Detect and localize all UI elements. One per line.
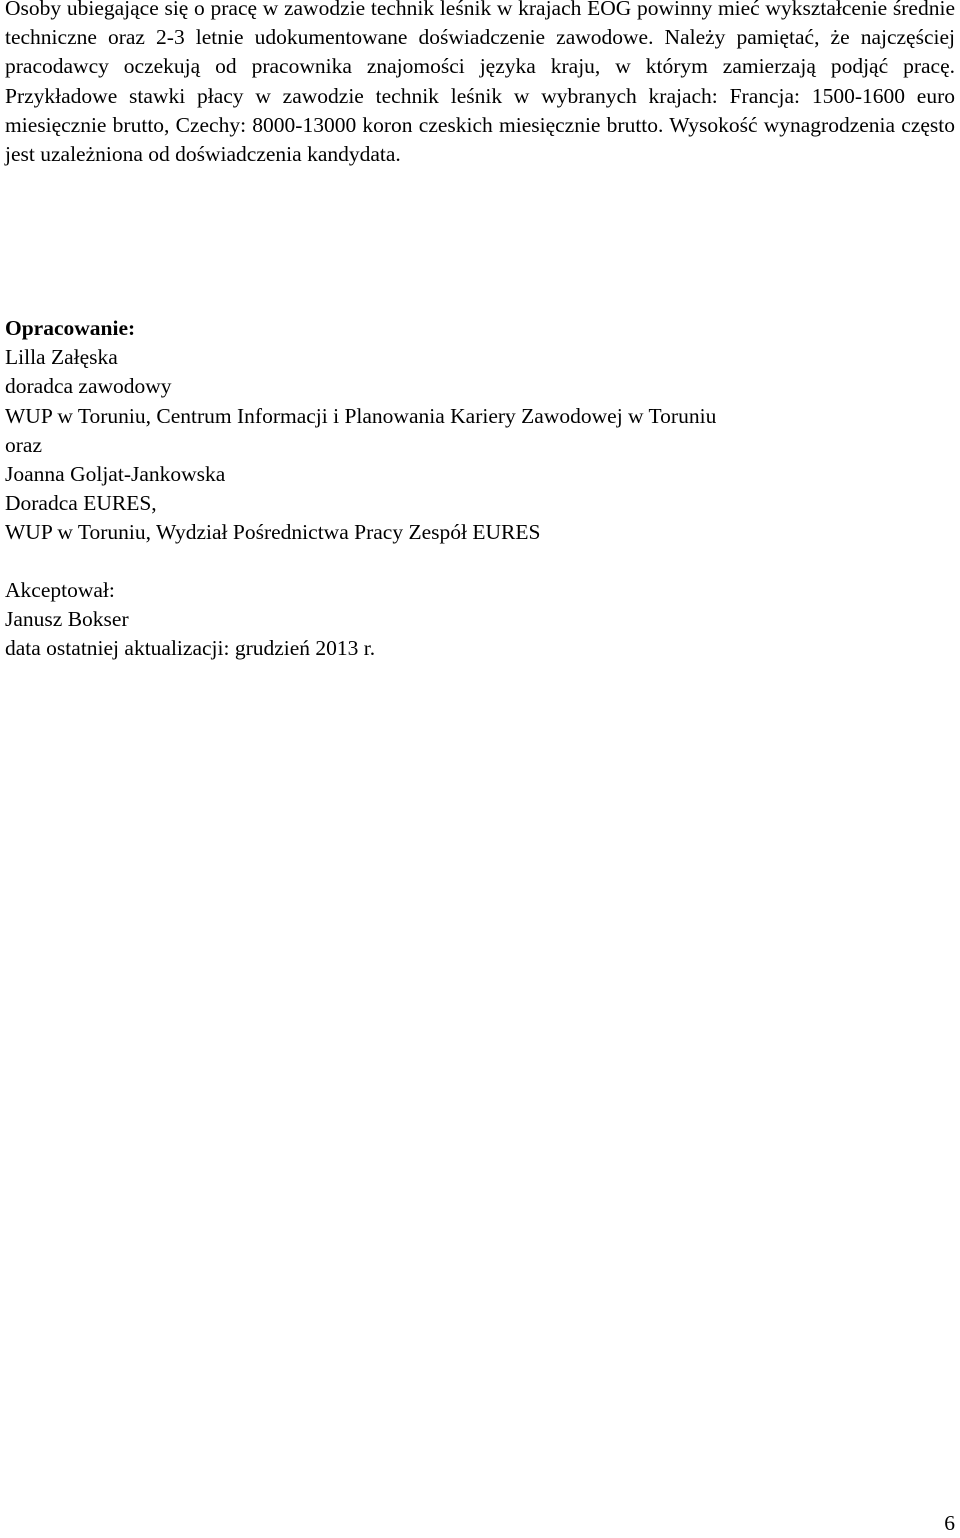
acceptance-heading: Akceptował: [5,578,115,602]
author-role-2: Doradca EURES, [5,491,157,516]
intro-sentence-1: Osoby ubiegające się o pracę w zawodzie technik leśnik w krajach EOG powinny mieć wykształcenie średnie techniczne oraz 2-3 letnie udokumentowane doświadczenie zawodowe. [5,0,955,50]
author-name-2: Joanna Goljat-Jankowska [5,462,226,487]
author-institution-2: WUP w Toruniu, Wydział Pośrednictwa Pracy Zespół EURES [5,520,541,545]
preparation-section [5,314,945,548]
intro-paragraph [5,0,955,169]
author-name-1: Lilla Załęska [5,345,118,370]
acceptance-section [5,576,945,664]
preparation-heading: Opracowanie: [5,316,136,340]
author-conjunction: oraz [5,432,42,457]
author-role-1: doradca zawodowy [5,374,172,399]
intro-sentence-4: Wysokość wynagrodzenia często jest uzależniona od doświadczenia kandydata. [5,112,955,167]
intro-sentence-2: Należy pamiętać, że najczęściej pracodawcy oczekują od pracownika znajomości języka kraju, w którym zamierzają podjąć pracę. [5,25,955,79]
last-update-date: data ostatniej aktualizacji: grudzień 2013 r. [5,636,376,661]
author-institution-1: WUP w Toruniu, Centrum Informacji i Planowania Kariery Zawodowej w Toruniu [5,403,717,428]
acceptance-name: Janusz Bokser [5,607,129,632]
intro-sentence-3: Przykładowe stawki płacy w zawodzie technik leśnik w wybranych krajach: Francja: 1500-1600 euro miesięcznie brutto, Czechy: 8000-13000 koron czeskich miesięcznie brutto. [5,83,955,137]
page-number: 6 [944,1511,955,1535]
